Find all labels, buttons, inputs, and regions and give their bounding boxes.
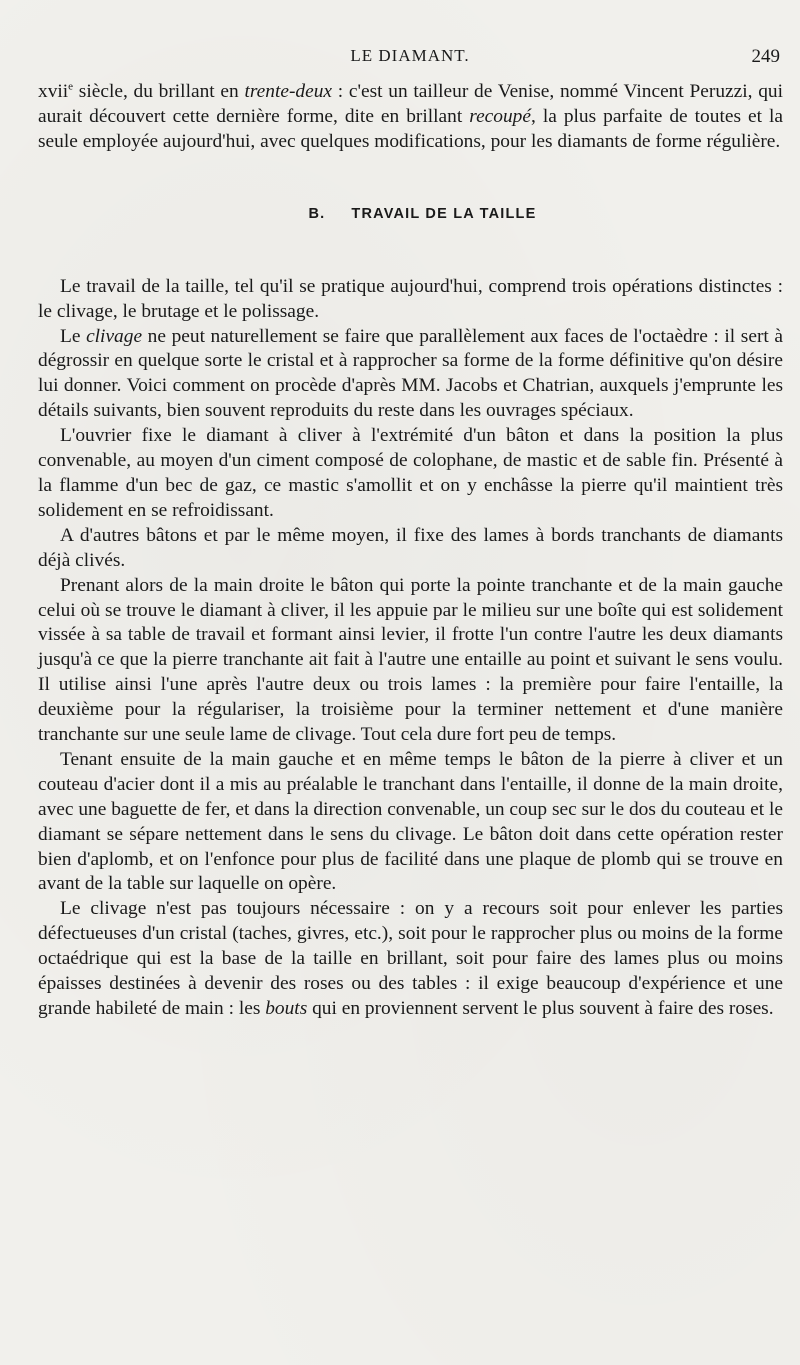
body-text [38,80,783,1022]
paragraph-operations: Le travail de la taille, tel qu'il se pratique aujourd'hui, comprend trois opérations distinctes : le clivage, le brutage et le polissage. [38,275,783,322]
intro-paragraph [38,80,783,155]
p2-text-start: Le [60,325,87,347]
section-title: TRAVAIL DE LA TAILLE [351,206,537,223]
intro-text-2: : c'est un tailleur de Venise, nommé Vincent Peruzzi, qui aurait découvert cette dernière forme, dite en brillant [38,81,783,127]
section-letter: B. [308,206,326,223]
intro-text-3: , la plus parfaite de toutes et la seule employée aujourd'hui, avec quelques modifications, pour les diamants de forme régulière. [38,105,783,152]
paragraph-fixing: L'ouvrier fixe le diamant à cliver à l'extrémité d'un bâton et dans la position la plus convenable, au moyen d'un ciment composé de colophane, de mastic et de sable fin. Présenté à la flamme d'un bec de gaz, ce mastic s'amollit et on y enchâsse la pierre qu'il maintient très solidement en se refroidissant. [38,425,783,521]
term-recoupe: recoupé [469,105,531,127]
running-title: LE DIAMANT. [350,46,470,65]
paragraph-clivage [38,325,783,425]
term-trente-deux: trente-deux [244,81,333,102]
paragraph-notching: Prenant alors de la main droite le bâton qui porte la pointe tranchante et de la main gauche celui où se trouve le diamant à cliver, il les appuie par le milieu sur une boîte qui est solidement vissée à sa table de travail et formant ainsi levier, il frotte l'un contre l'autre les deux diamants jusqu'à ce que la pierre tranchante ait fait à l'autre une entaille au point et suivant le sens voulu. Il utilise ainsi l'une après l'autre deux ou trois lames : la première pour faire l'entaille, la deuxième pour la régulariser, la troisième pour la terminer nettement et d'une manière tranchante sur une seule lame de clivage. Tout cela dure fort peu de temps. [38,574,783,746]
page-number: 249 [751,46,780,67]
paragraph-splitting: Tenant ensuite de la main gauche et en même temps le bâton de la pierre à cliver et un couteau d'acier dont il a mis au préalable le tranchant dans l'entaille, il donne de la main droite, avec une baguette de fer, et dans la direction convenable, un coup sec sur le dos du couteau et le diamant se sépare nettement dans le sens du clivage. Le bâton doit dans cette opération rester bien d'aplomb, et on l'enfonce pour plus de facilité dans une plaque de plomb qui se trouve en avant de la table sur laquelle on opère. [38,748,783,895]
p7-text-start: Le clivage n'est pas toujours nécessaire : on y a recours soit pour enlever les parties défectueuses d'un cristal (taches, givres, etc.), soit pour le rapprocher plus ou moins de la forme octaédrique qui est la base de la taille en brillant, soit pour faire des lames plus ou moins épaisses destinées à devenir des roses ou des tables : il exige beaucoup d'expérience et une grande habileté de main : les [38,898,783,1019]
p7-text-end: qui en proviennent servent le plus souvent à faire des roses. [307,998,774,1019]
term-clivage: clivage [86,325,143,347]
section-heading [38,155,783,275]
paragraph-purpose [38,897,783,1022]
term-bouts: bouts [265,998,308,1019]
paragraph-blades: A d'autres bâtons et par le même moyen, il fixe des lames à bords tranchants de diamants déjà clivés. [38,524,783,571]
intro-text-1: siècle, du brillant en [73,81,245,102]
p2-text-rest: ne peut naturellement se faire que parallèlement aux faces de l'octaèdre : il sert à dégrossir en quelque sorte le cristal et à rapprocher sa forme de la forme définitive qu'on désire lui donner. Voici comment on procède d'après MM. Jacobs et Chatrian, auxquels j'emprunte les détails suivants, bien souvent reproduits du reste dans les ouvrages spéciaux. [38,325,783,422]
century-prefix: xvii [38,81,69,102]
running-header [40,46,780,70]
century-superscript: e [68,80,74,93]
